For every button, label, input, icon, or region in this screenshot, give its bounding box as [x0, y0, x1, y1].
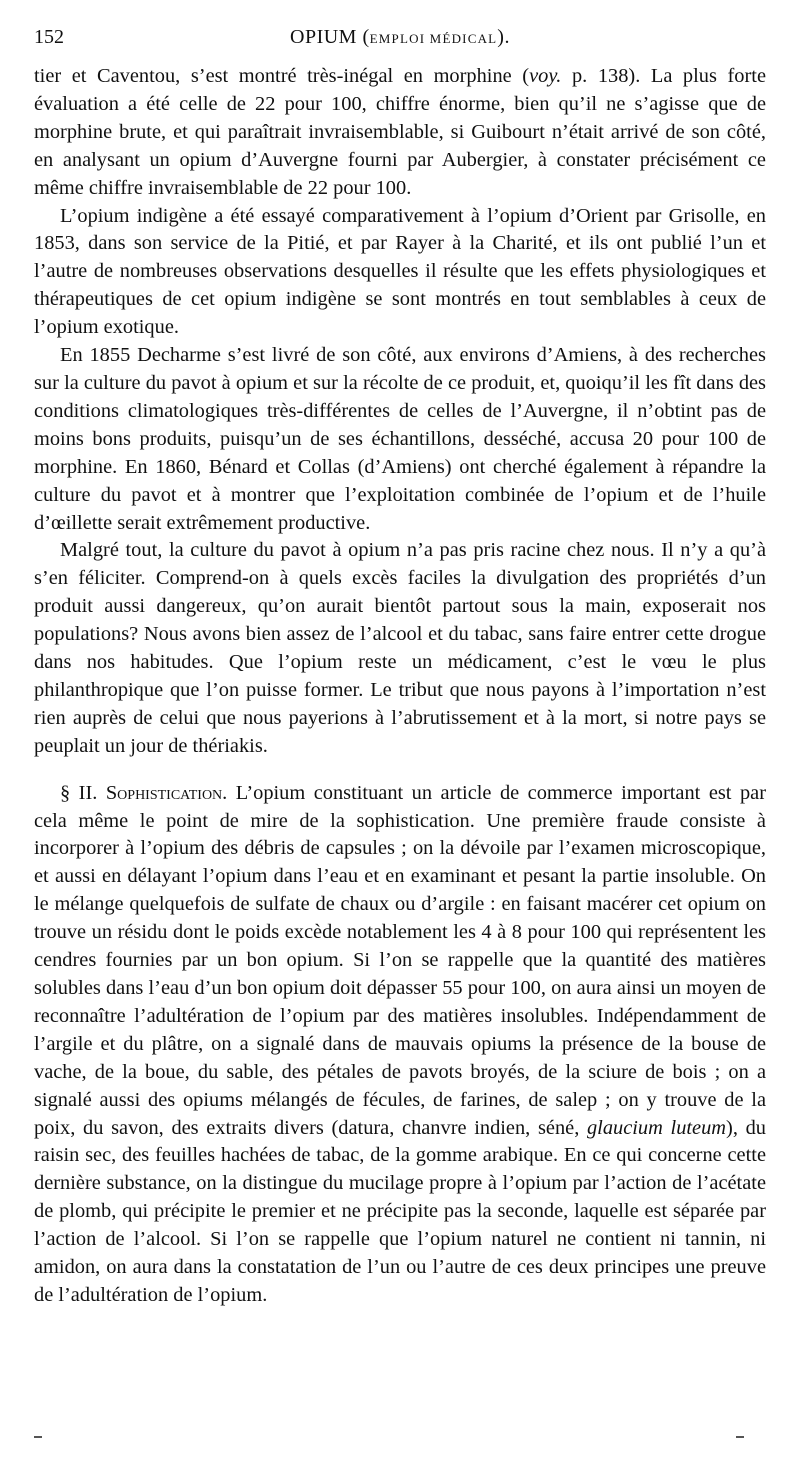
page-number: 152: [34, 26, 64, 48]
left-bottom-mark: [34, 1436, 42, 1438]
running-title: [34, 24, 766, 53]
section-text-b: ), du raisin sec, des feuilles hachées de tabac, de la gomme arabique. En ce qui concerne cette dernière substance, on la distingue du mucilage propre à l’opium par l’action de l’acétate de plomb, qui précipite le premier et ne précipite pas la seconde, laquelle est séparée par l’action de l’alcool. Si l’on se rappelle que l’opium naturel ne contient ni tannin, ni amidon, on aura dans la constatation de l’un ou l’autre de ces deux principes une preuve de l’adultération de l’opium.: [34, 1116, 766, 1306]
running-title-main: OPIUM (: [290, 26, 370, 48]
running-head: [34, 24, 766, 54]
section-italic-term: glaucium luteum: [586, 1116, 727, 1139]
paragraph-1-rest: p. 138). La plus forte évaluation a été celle de 22 pour 100, chiffre énorme, bien qu’il ne s’agisse que de morphine brute, et qui paraîtrait invraisemblable, si Guibourt n’était arrivé de son côté, en analysant un opium d’Auvergne fourni par Aubergier, à constater précisément ce même chiffre invraisemblable de 22 pour 100.: [34, 65, 766, 199]
paragraph-1-voy: voy.: [529, 65, 562, 87]
paragraph-1: [34, 63, 766, 203]
section-text-a: L’opium constituant un article de commerce important est par cela même le point de mire de la sophistication. Une première fraude consiste à incorporer à l’opium des débris de capsules ; on la dévoile par l’examen microscopique, et aussi en délayant l’opium dans l’eau et en examinant et pesant la partie insoluble. On le mélange quelquefois de sulfate de chaux ou d’argile : en faisant macérer cet opium on trouve un résidu dont le poids excède notablement les 4 à 8 pour 100 qui représentent les cendres fournies par un bon opium. Si l’on se rappelle que la quantité des matières solubles dans l’eau d’un bon opium doit dépasser 55 pour 100, on aura ainsi un moyen de reconnaître l’adultération de l’opium par des matières insolubles. Indépendamment de l’argile et du plâtre, on a signalé dans de mauvais opiums la présence de la bouse de vache, de la boue, du sable, des pétales de pavots broyés, de la sciure de bois ; on a signalé aussi des opiums mélangés de fécules, de farines, de salep ; on y trouve de la poix, du savon, des extraits divers (datura, chanvre indien, séné,: [34, 781, 766, 1139]
running-title-sub: EMPLOI MÉDICAL: [369, 31, 498, 46]
section-title: Sophistication.: [105, 781, 228, 804]
page: [34, 24, 766, 1310]
right-bottom-mark: [736, 1436, 744, 1438]
section-paragraph: [34, 780, 766, 1310]
paragraph-4: Malgré tout, la culture du pavot à opium n’a pas pris racine chez nous. Il n’y a qu’à s’en féliciter. Comprend-on à quels excès faciles la divulgation des propriétés d’un produit aussi dangereux, qu’on aurait bientôt partout sous la main, exposerait nos populations? Nous avons bien assez de l’alcool et du tabac, sans faire entrer cette drogue dans nos habitudes. Que l’opium reste un médicament, c’est le vœu le plus philanthropique que l’on puisse former. Le tribut que nous payons à l’importation n’est rien auprès de celui que nous payerions à l’abrutissement et à la mort, si notre pays se peuplait un jour de thériakis.: [34, 539, 766, 757]
paragraph-1-text: tier et Caventou, s’est montré très-inégal en morphine (: [34, 65, 530, 87]
running-title-end: ).: [497, 26, 510, 48]
paragraph-2: L’opium indigène a été essayé comparativement à l’opium d’Orient par Grisolle, en 1853, dans son service de la Pitié, et par Rayer à la Charité, et ils ont publié l’un et l’autre de nombreuses observations desquelles il résulte que les effets physiologiques et thérapeutiques de cet opium indigène se sont montrés en tout semblables à ceux de l’opium exotique.: [34, 204, 766, 339]
section-number: § II.: [60, 781, 106, 804]
paragraph-3: En 1855 Decharme s’est livré de son côté, aux environs d’Amiens, à des recherches sur la culture du pavot à opium et sur la récolte de ce produit, et, quoiqu’il les fît dans des conditions climatologiques très-différentes de celles de l’Auvergne, il n’obtint pas de moins bons produits, puisqu’un de ses échantillons, desséché, accusa 20 pour 100 de morphine. En 1860, Bénard et Collas (d’Amiens) ont cherché également à répandre la culture du pavot et à montrer que l’exploitation combinée de l’opium et de l’huile d’œillette serait extrêmement productive.: [34, 344, 766, 534]
